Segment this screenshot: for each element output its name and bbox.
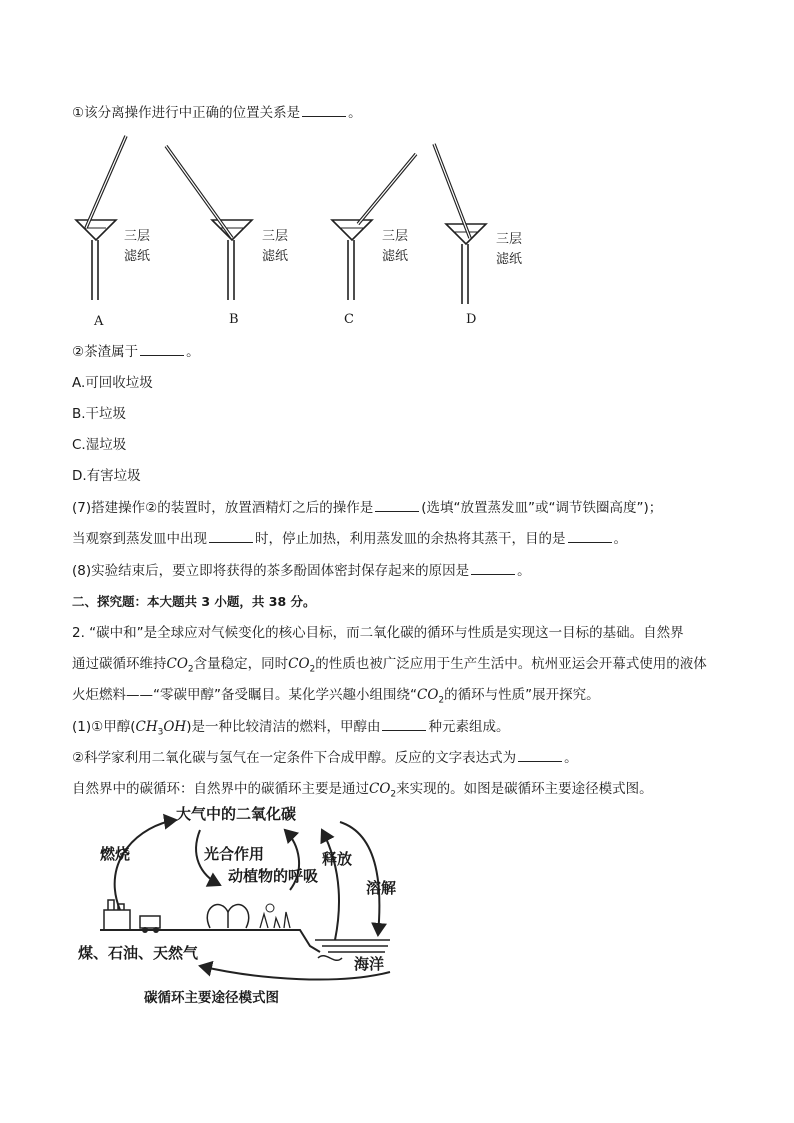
section-heading: 二、探究题：本大题共 3 小题，共 38 分。 [72, 594, 316, 609]
label-ocean: 海洋 [354, 955, 385, 973]
label-respiration: 动植物的呼吸 [228, 867, 319, 885]
option-a: A.可回收垃圾 [72, 375, 153, 391]
question-2-sub-2: ②科学家利用二氧化碳与氢气在一定条件下合成甲醇。反应的文字表达式为 。 [72, 750, 578, 766]
answer-blank [209, 530, 253, 543]
question-2-sub-1: (1)①甲醇$(CH_3OH)$是一种比较清洁的燃料，甲醇由 种元素组成。 [72, 719, 510, 738]
answer-blank [382, 718, 426, 731]
filter-paper-label-c: 三层 滤纸 [382, 229, 409, 264]
question-7-line-2: 当观察到蒸发皿中出现 时，停止加热，利用蒸发皿的余热将其蒸干，目的是 。 [72, 531, 627, 547]
label-dissolve: 溶解 [366, 879, 397, 897]
carbon-cycle-intro: 自然界中的碳循环：自然界中的碳循环主要是通过$CO_2$来实现的。如图是碳循环主要途径模式图。 [72, 781, 653, 800]
label-fossil-fuels: 煤、石油、天然气 [78, 944, 199, 962]
option-label-c: C [344, 312, 354, 327]
option-d: D.有害垃圾 [72, 468, 141, 484]
answer-blank [140, 343, 184, 356]
question-7-line-1: (7)搭建操作②的装置时，放置酒精灯之后的操作是 (选填“放置蒸发皿”或“调节铁圈高度”)； [72, 500, 663, 516]
answer-blank [302, 104, 346, 117]
label-burning: 燃烧 [100, 845, 131, 863]
option-label-d: D [466, 312, 477, 327]
question-6-2: ②茶渣属于 。 [72, 344, 200, 360]
option-b: B.干垃圾 [72, 406, 127, 422]
funnel-b [166, 146, 252, 300]
funnel-a [76, 136, 126, 300]
question-6-1: ①该分离操作进行中正确的位置关系是 。 [72, 105, 362, 121]
answer-blank [375, 499, 419, 512]
answer-blank [471, 562, 515, 575]
funnel-d [434, 144, 486, 304]
question-8: (8)实验结束后，要立即将获得的茶多酚固体密封保存起来的原因是 。 [72, 563, 531, 579]
question-2-line-3: 火炬燃料——“零碳甲醇”备受瞩目。某化学兴趣小组围绕“$CO_2$的循环与性质”展开探究。 [72, 687, 600, 706]
option-c: C.湿垃圾 [72, 437, 127, 453]
filter-paper-label-b: 三层 滤纸 [262, 229, 289, 264]
option-label-a: A [94, 314, 104, 329]
label-photosynthesis: 光合作用 [204, 845, 265, 863]
question-2-line-1: 2. “碳中和”是全球应对气候变化的核心目标，而二氧化碳的循环与性质是实现这一目标的基础。自然界 [72, 625, 684, 641]
answer-blank [568, 530, 612, 543]
question-2-line-2: 通过碳循环维持$CO_2$含量稳定，同时$CO_2$的性质也被广泛应用于生产生活中。杭州亚运会开幕式使用的液体 [72, 656, 707, 675]
label-atmosphere-co2: 大气中的二氧化碳 [176, 805, 297, 823]
answer-blank [518, 749, 562, 762]
filter-paper-label-a: 三层 滤纸 [124, 229, 151, 264]
option-label-b: B [229, 312, 239, 327]
diagram-caption: 碳循环主要途径模式图 [144, 990, 279, 1006]
filter-paper-label-d: 三层 滤纸 [496, 232, 523, 267]
label-release: 释放 [322, 850, 353, 868]
